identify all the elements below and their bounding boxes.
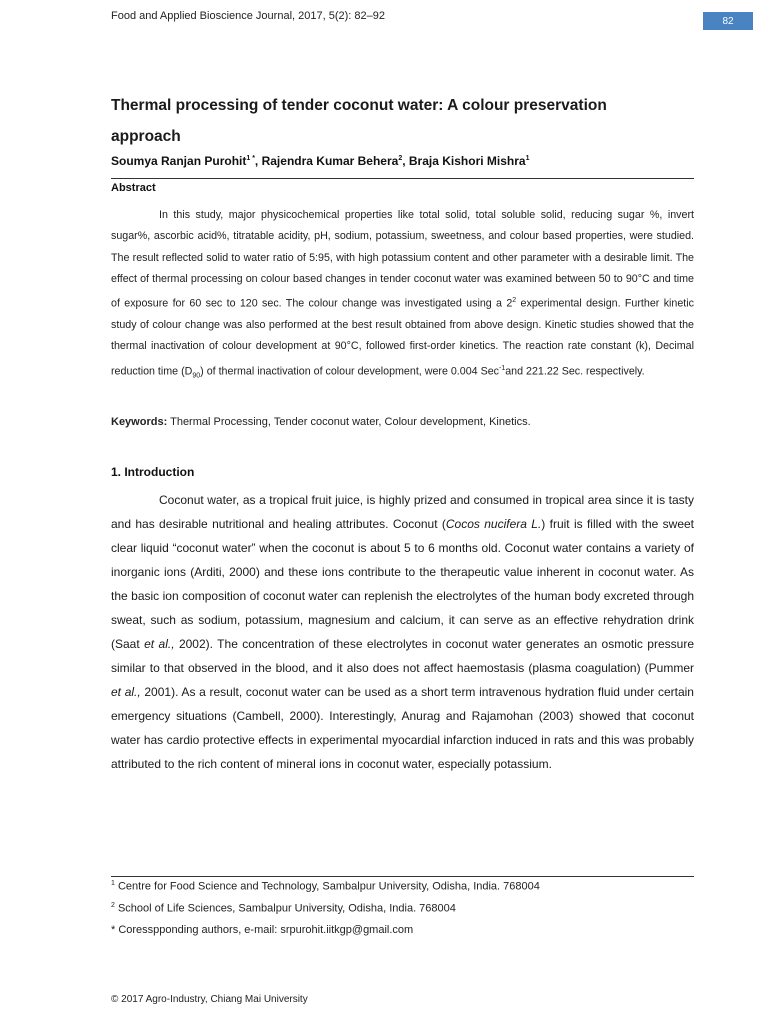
- abstract-superscript: -1: [499, 364, 506, 372]
- body-text: ) fruit is filled with the sweet clear liquid “coconut water” when the coconut is about 5 to 6 months old. Coconut water contains a variety of inorganic ions (Arditi, 2000) and these ions contribute to the therapeutic value inherent in coconut water. As the basic ion composition of coconut water can replenish the electrolytes of the human body excreted through sweat, such as sodium, potassium, magnesium and calcium, it can serve as an effective rehydration drink (Saat: [111, 517, 694, 651]
- body-text: Coconut water, as a tropical fruit juice, is highly prized and consumed in tropical area since it is tasty and has desirable nutritional and healing attributes. Coconut (: [111, 493, 694, 531]
- abstract-text: ) of thermal inactivation of colour development, were 0.004 Sec: [200, 365, 499, 378]
- species-name: Cocos nucifera L.: [445, 517, 542, 531]
- section-heading-introduction: 1. Introduction: [111, 465, 195, 479]
- keywords-label: Keywords:: [111, 416, 168, 428]
- footnote-mark: 1: [111, 880, 115, 887]
- footnote-text: School of Life Sciences, Sambalpur University, Odisha, India. 768004: [114, 902, 456, 915]
- introduction-body: [111, 488, 694, 776]
- citation-etal: et al.,: [111, 685, 141, 699]
- keywords-text: Thermal Processing, Tender coconut water, Colour development, Kinetics.: [167, 416, 531, 428]
- affiliation-mark: 1 *: [246, 155, 255, 162]
- keywords: [111, 416, 531, 428]
- author-name: Soumya Ranjan Purohit: [111, 154, 247, 168]
- abstract-body: [111, 205, 694, 387]
- page-number-badge: 82: [703, 12, 753, 30]
- abstract-heading: Abstract: [111, 182, 156, 194]
- footnote-text: * Coresspponding authors, e-mail: srpurohit.iitkgp@gmail.com: [111, 924, 414, 936]
- copyright-footer: © 2017 Agro-Industry, Chiang Mai University: [111, 994, 308, 1005]
- footnote-text: Centre for Food Science and Technology, Sambalpur University, Odisha, India. 768004: [114, 880, 540, 893]
- abstract-text: and 221.22 Sec. respectively.: [505, 365, 645, 378]
- footnote-rule: [111, 876, 694, 877]
- footnote: [111, 902, 456, 915]
- header-rule: [111, 178, 694, 179]
- body-text: 2001). As a result, coconut water can be used as a short term intravenous hydration fluid under certain emergency situations (Cambell, 2000). Interestingly, Anurag and Rajamohan (2003) showed that coconut water has cardio protective effects in experimental myocardial infarction induced in rats and this was probably attributed to the rich content of mineral ions in coconut water, especially potassium.: [111, 685, 694, 771]
- affiliation-mark: 1: [525, 155, 530, 162]
- journal-citation: Food and Applied Bioscience Journal, 2017, 5(2): 82–92: [111, 10, 385, 22]
- abstract-text: experimental design. Further kinetic study of colour change was also performed at the best result obtained from above design. Kinetic studies showed that the thermal inactivation of colour development at 90°C, followed first-order kinetics. The reaction rate constant (k), Decimal reduction time (D: [111, 297, 694, 378]
- author-separator: ,: [254, 154, 262, 168]
- author-name: Braja Kishori Mishra: [408, 154, 526, 168]
- abstract-subscript: 90: [192, 372, 201, 380]
- footnote-corresponding: [111, 924, 413, 936]
- author-list: [111, 154, 530, 168]
- abstract-text: In this study, major physicochemical properties like total solid, total soluble solid, reducing sugar %, invert sugar%, ascorbic acid%, titratable acidity, pH, sodium, potassium, sweetness, and colour based properties, were studied. The result reflected solid to water ratio of 5:95, with high potassium content and other parameter with a desirable limit. The effect of thermal processing on colour based changes in tender coconut water was examined between 50 to 90°C and time of exposure for 60 sec to 120 sec. The colour change was investigated using a 2: [111, 209, 694, 310]
- affiliation-mark: 2: [398, 155, 403, 162]
- author-separator: ,: [402, 154, 409, 168]
- citation-etal: et al.,: [144, 637, 175, 651]
- author-name: Rajendra Kumar Behera: [261, 154, 399, 168]
- abstract-superscript: 2: [512, 297, 517, 305]
- footnote: [111, 880, 540, 893]
- footnote-mark: 2: [111, 902, 115, 909]
- body-text: 2002). The concentration of these electrolytes in coconut water generates an osmotic pressure similar to that observed in the blood, and it also does not affect haemostasis (plasma coagulation) (Pummer: [111, 637, 694, 675]
- paper-title: Thermal processing of tender coconut water: A colour preservation approach: [111, 97, 607, 145]
